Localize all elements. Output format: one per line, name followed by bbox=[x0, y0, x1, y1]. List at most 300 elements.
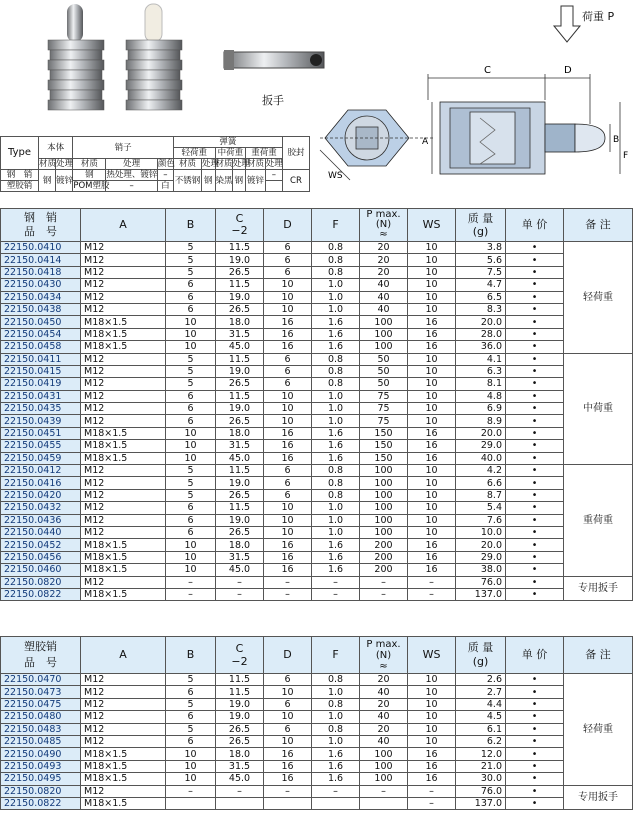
cell-A: M12 bbox=[81, 576, 166, 588]
cell-weight: 5.6 bbox=[456, 254, 506, 266]
cell-A: M18×1.5 bbox=[81, 440, 166, 452]
cell-B: 10 bbox=[166, 316, 216, 328]
cell-weight: 12.0 bbox=[456, 748, 506, 760]
cell-part-number: 22150.0454 bbox=[1, 328, 81, 340]
cell-P-max: 50 bbox=[360, 378, 408, 390]
cell-F: 0.8 bbox=[312, 489, 360, 501]
table-row bbox=[1, 254, 633, 266]
cell-C: 26.5 bbox=[216, 303, 264, 315]
table-row bbox=[1, 502, 633, 514]
cell-WS: 10 bbox=[408, 686, 456, 698]
cell-C: 11.5 bbox=[216, 686, 264, 698]
cell-part-number: 22150.0419 bbox=[1, 378, 81, 390]
cell-C: 19.0 bbox=[216, 698, 264, 710]
cell-D bbox=[264, 797, 312, 809]
cell-P-max: 100 bbox=[360, 760, 408, 772]
cell-part-number: 22150.0435 bbox=[1, 403, 81, 415]
cell-part-number: 22150.0483 bbox=[1, 723, 81, 735]
cell-B: 5 bbox=[166, 723, 216, 735]
cell-weight: 6.3 bbox=[456, 365, 506, 377]
cell-weight: 6.6 bbox=[456, 477, 506, 489]
cell-A: M12 bbox=[81, 403, 166, 415]
cell-A: M12 bbox=[81, 390, 166, 402]
table-row bbox=[1, 526, 633, 538]
plastic-h-note: 备 注 bbox=[564, 637, 633, 674]
cell-WS: 10 bbox=[408, 291, 456, 303]
cell-WS: 10 bbox=[408, 514, 456, 526]
cell-D: 16 bbox=[264, 748, 312, 760]
cell-weight: 3.8 bbox=[456, 242, 506, 254]
table-row bbox=[1, 686, 633, 698]
cell-price: • bbox=[506, 341, 564, 353]
cell-B: 5 bbox=[166, 674, 216, 686]
cell-part-number: 22150.0820 bbox=[1, 785, 81, 797]
cell-A: M18×1.5 bbox=[81, 797, 166, 809]
cell-A: M12 bbox=[81, 266, 166, 278]
plastic-h-weight: 质 量 (g) bbox=[456, 637, 506, 674]
cell-D: 10 bbox=[264, 291, 312, 303]
cell-price: • bbox=[506, 588, 564, 600]
spec-pin1-mat: 钢 bbox=[73, 170, 106, 181]
cell-B: 5 bbox=[166, 353, 216, 365]
cell-WS: 10 bbox=[408, 365, 456, 377]
cell-A: M18×1.5 bbox=[81, 452, 166, 464]
cell-part-number: 22150.0416 bbox=[1, 477, 81, 489]
cell-P-max: 100 bbox=[360, 316, 408, 328]
cell-WS: 10 bbox=[408, 735, 456, 747]
cell-part-number: 22150.0493 bbox=[1, 760, 81, 772]
cell-A: M12 bbox=[81, 489, 166, 501]
cell-part-number: 22150.0460 bbox=[1, 564, 81, 576]
cell-A: M12 bbox=[81, 465, 166, 477]
cell-weight: 38.0 bbox=[456, 564, 506, 576]
cell-P-max: 20 bbox=[360, 698, 408, 710]
cell-WS: 16 bbox=[408, 440, 456, 452]
cell-WS: 10 bbox=[408, 489, 456, 501]
cell-B: 5 bbox=[166, 242, 216, 254]
cell-price: • bbox=[506, 242, 564, 254]
cell-B: 6 bbox=[166, 415, 216, 427]
cell-price: • bbox=[506, 773, 564, 785]
cell-C: – bbox=[216, 588, 264, 600]
cell-F: 1.0 bbox=[312, 403, 360, 415]
table-row bbox=[1, 403, 633, 415]
cell-C: 11.5 bbox=[216, 674, 264, 686]
cell-F: 1.6 bbox=[312, 341, 360, 353]
cell-part-number: 22150.0440 bbox=[1, 526, 81, 538]
cell-price: • bbox=[506, 686, 564, 698]
cell-part-number: 22150.0475 bbox=[1, 698, 81, 710]
cell-D: 10 bbox=[264, 735, 312, 747]
cell-WS: 10 bbox=[408, 403, 456, 415]
cell-P-max: – bbox=[360, 576, 408, 588]
cell-price: • bbox=[506, 403, 564, 415]
cell-WS: 16 bbox=[408, 316, 456, 328]
cell-WS: 16 bbox=[408, 564, 456, 576]
cell-part-number: 22150.0450 bbox=[1, 316, 81, 328]
dim-C-label: C bbox=[484, 65, 491, 76]
cell-D: 6 bbox=[264, 489, 312, 501]
cell-A: M18×1.5 bbox=[81, 328, 166, 340]
cell-C: 11.5 bbox=[216, 279, 264, 291]
table-row bbox=[1, 735, 633, 747]
note-cell: 重荷重 bbox=[564, 465, 633, 577]
cell-WS: 10 bbox=[408, 390, 456, 402]
technical-drawing bbox=[320, 60, 639, 210]
cell-price: • bbox=[506, 539, 564, 551]
cell-B: 10 bbox=[166, 551, 216, 563]
cell-F: 0.8 bbox=[312, 477, 360, 489]
dim-B-label: B bbox=[613, 135, 620, 145]
plastic-table-body bbox=[1, 674, 633, 810]
cell-WS: 16 bbox=[408, 427, 456, 439]
cell-C: 19.0 bbox=[216, 514, 264, 526]
cell-WS: 10 bbox=[408, 378, 456, 390]
cell-C bbox=[216, 797, 264, 809]
wrench-label: 扳手 bbox=[262, 94, 284, 107]
cell-D: 10 bbox=[264, 526, 312, 538]
spec-seal: CR bbox=[282, 170, 309, 192]
spec-s2-treat: 钢 bbox=[232, 170, 245, 192]
cell-D: 16 bbox=[264, 341, 312, 353]
cell-P-max: 40 bbox=[360, 711, 408, 723]
spec-pin1-color: – bbox=[157, 170, 173, 181]
cell-P-max bbox=[360, 797, 408, 809]
table-row bbox=[1, 415, 633, 427]
cell-C: 19.0 bbox=[216, 291, 264, 303]
table-row bbox=[1, 588, 633, 600]
cell-part-number: 22150.0473 bbox=[1, 686, 81, 698]
cell-F: 1.0 bbox=[312, 686, 360, 698]
cell-F: 0.8 bbox=[312, 254, 360, 266]
cell-price: • bbox=[506, 279, 564, 291]
cell-D: 16 bbox=[264, 539, 312, 551]
cell-part-number: 22150.0412 bbox=[1, 465, 81, 477]
cell-weight: 29.0 bbox=[456, 440, 506, 452]
table-row bbox=[1, 674, 633, 686]
cell-D: 10 bbox=[264, 303, 312, 315]
plastic-h-WS: WS bbox=[408, 637, 456, 674]
cell-D: 6 bbox=[264, 353, 312, 365]
cell-part-number: 22150.0452 bbox=[1, 539, 81, 551]
cell-D: – bbox=[264, 576, 312, 588]
cell-D: – bbox=[264, 785, 312, 797]
note-cell: 专用扳手 bbox=[564, 785, 633, 810]
cell-C: 31.5 bbox=[216, 551, 264, 563]
cell-weight: 4.8 bbox=[456, 390, 506, 402]
cell-price: • bbox=[506, 415, 564, 427]
cell-F: 0.8 bbox=[312, 723, 360, 735]
cell-part-number: 22150.0451 bbox=[1, 427, 81, 439]
spec-h-mid: 中荷重 bbox=[215, 148, 246, 159]
cell-P-max: 100 bbox=[360, 748, 408, 760]
cell-WS: 10 bbox=[408, 415, 456, 427]
cell-part-number: 22150.0414 bbox=[1, 254, 81, 266]
table-row bbox=[1, 452, 633, 464]
cell-WS: 16 bbox=[408, 341, 456, 353]
table-row bbox=[1, 551, 633, 563]
cell-weight: 20.0 bbox=[456, 427, 506, 439]
cell-weight: 5.4 bbox=[456, 502, 506, 514]
load-label: 荷重 P bbox=[582, 10, 615, 23]
cell-C: 18.0 bbox=[216, 748, 264, 760]
cell-F: 1.0 bbox=[312, 711, 360, 723]
cell-C: 45.0 bbox=[216, 773, 264, 785]
cell-part-number: 22150.0495 bbox=[1, 773, 81, 785]
cell-part-number: 22150.0480 bbox=[1, 711, 81, 723]
cell-WS: 10 bbox=[408, 254, 456, 266]
cell-weight: 40.0 bbox=[456, 452, 506, 464]
cell-P-max: 50 bbox=[360, 365, 408, 377]
cell-B: 5 bbox=[166, 266, 216, 278]
steel-h-weight: 质 量 (g) bbox=[456, 209, 506, 242]
cell-weight: 21.0 bbox=[456, 760, 506, 772]
cell-part-number: 22150.0434 bbox=[1, 291, 81, 303]
spec-s1-treat: 钢 bbox=[202, 170, 215, 192]
cell-C: 18.0 bbox=[216, 539, 264, 551]
cell-weight: 2.7 bbox=[456, 686, 506, 698]
cell-A: M12 bbox=[81, 303, 166, 315]
spec-h-pin-material: 材质 bbox=[73, 159, 106, 170]
cell-D: 10 bbox=[264, 711, 312, 723]
cell-D: 10 bbox=[264, 502, 312, 514]
table-row bbox=[1, 341, 633, 353]
table-row bbox=[1, 328, 633, 340]
plastic-pin-table bbox=[0, 636, 633, 810]
cell-A: M18×1.5 bbox=[81, 316, 166, 328]
cell-B: 5 bbox=[166, 465, 216, 477]
cell-price: • bbox=[506, 489, 564, 501]
cell-price: • bbox=[506, 735, 564, 747]
cell-B: 10 bbox=[166, 328, 216, 340]
cell-C: 31.5 bbox=[216, 440, 264, 452]
cell-weight: 36.0 bbox=[456, 341, 506, 353]
table-row bbox=[1, 279, 633, 291]
steel-pin-table bbox=[0, 208, 633, 601]
cell-P-max: 150 bbox=[360, 452, 408, 464]
plastic-h-price: 单 价 bbox=[506, 637, 564, 674]
steel-h-B: B bbox=[166, 209, 216, 242]
cell-price: • bbox=[506, 353, 564, 365]
table-row bbox=[1, 539, 633, 551]
spec-table bbox=[0, 136, 310, 192]
cell-A: M12 bbox=[81, 353, 166, 365]
cell-part-number: 22150.0459 bbox=[1, 452, 81, 464]
cell-P-max: 100 bbox=[360, 526, 408, 538]
dim-D-label: D bbox=[564, 65, 572, 76]
cell-P-max: 20 bbox=[360, 723, 408, 735]
plastic-h-pn: 塑胶销 品 号 bbox=[1, 637, 81, 674]
cell-price: • bbox=[506, 316, 564, 328]
table-row bbox=[1, 698, 633, 710]
cell-part-number: 22150.0432 bbox=[1, 502, 81, 514]
product-photo-steel-pin bbox=[38, 2, 116, 114]
cell-B: 6 bbox=[166, 403, 216, 415]
cell-C: 11.5 bbox=[216, 390, 264, 402]
spec-s2-mat: 染黑 bbox=[215, 170, 232, 192]
cell-part-number: 22150.0418 bbox=[1, 266, 81, 278]
cell-C: 11.5 bbox=[216, 242, 264, 254]
cell-B: 6 bbox=[166, 686, 216, 698]
cell-price: • bbox=[506, 365, 564, 377]
cell-A: M12 bbox=[81, 365, 166, 377]
cell-P-max: 100 bbox=[360, 477, 408, 489]
spec-pin2-mat: POM塑胶 bbox=[73, 181, 110, 191]
cell-weight: 28.0 bbox=[456, 328, 506, 340]
table-row bbox=[1, 378, 633, 390]
cell-D: 6 bbox=[264, 477, 312, 489]
cell-WS: 10 bbox=[408, 242, 456, 254]
cell-F: 0.8 bbox=[312, 353, 360, 365]
cell-weight: 4.2 bbox=[456, 465, 506, 477]
steel-table-body bbox=[1, 242, 633, 601]
cell-D: 6 bbox=[264, 378, 312, 390]
cell-D: 10 bbox=[264, 514, 312, 526]
cell-C: 18.0 bbox=[216, 427, 264, 439]
cell-weight: 6.2 bbox=[456, 735, 506, 747]
cell-WS: 10 bbox=[408, 526, 456, 538]
cell-P-max: 100 bbox=[360, 489, 408, 501]
spec-h-sm2: 材质 bbox=[215, 159, 233, 169]
spec-h-pin: 销子 bbox=[73, 137, 174, 159]
table-row bbox=[1, 723, 633, 735]
spec-pin1-treat: 热处理、镀锌 bbox=[106, 170, 158, 180]
plastic-h-P: P max. (N) ≈ bbox=[360, 637, 408, 674]
cell-F: 1.6 bbox=[312, 773, 360, 785]
steel-h-price: 单 价 bbox=[506, 209, 564, 242]
cell-A: M12 bbox=[81, 291, 166, 303]
cell-WS: 10 bbox=[408, 711, 456, 723]
cell-weight: 76.0 bbox=[456, 576, 506, 588]
cell-B: 5 bbox=[166, 698, 216, 710]
cell-P-max: 40 bbox=[360, 291, 408, 303]
cell-P-max: 100 bbox=[360, 328, 408, 340]
cell-part-number: 22150.0436 bbox=[1, 514, 81, 526]
cell-C: 26.5 bbox=[216, 489, 264, 501]
cell-F: 1.6 bbox=[312, 539, 360, 551]
cell-A: M12 bbox=[81, 674, 166, 686]
cell-B: 6 bbox=[166, 526, 216, 538]
spec-s3-mat: 镀锌 bbox=[246, 170, 266, 192]
cell-P-max: 75 bbox=[360, 403, 408, 415]
cell-A: M12 bbox=[81, 514, 166, 526]
cell-P-max: 100 bbox=[360, 514, 408, 526]
cell-WS: 10 bbox=[408, 303, 456, 315]
cell-price: • bbox=[506, 303, 564, 315]
table-row bbox=[1, 797, 633, 809]
cell-B: 10 bbox=[166, 341, 216, 353]
cell-P-max: 200 bbox=[360, 539, 408, 551]
cell-F: 1.0 bbox=[312, 415, 360, 427]
cell-WS: – bbox=[408, 797, 456, 809]
cell-WS: 10 bbox=[408, 266, 456, 278]
cell-C: 11.5 bbox=[216, 502, 264, 514]
cell-F: 0.8 bbox=[312, 465, 360, 477]
cell-part-number: 22150.0411 bbox=[1, 353, 81, 365]
cell-B: – bbox=[166, 588, 216, 600]
cell-A: M12 bbox=[81, 711, 166, 723]
cell-P-max: 40 bbox=[360, 686, 408, 698]
cell-weight: 30.0 bbox=[456, 773, 506, 785]
cell-WS: 10 bbox=[408, 465, 456, 477]
dim-A-label: A bbox=[422, 137, 429, 147]
cell-C: 45.0 bbox=[216, 452, 264, 464]
cell-price: • bbox=[506, 526, 564, 538]
cell-F: 1.6 bbox=[312, 328, 360, 340]
cell-A: M18×1.5 bbox=[81, 773, 166, 785]
cell-A: M12 bbox=[81, 526, 166, 538]
cell-F: 1.6 bbox=[312, 748, 360, 760]
note-cell: 中荷重 bbox=[564, 353, 633, 465]
cell-P-max: 100 bbox=[360, 465, 408, 477]
cell-C: 26.5 bbox=[216, 735, 264, 747]
cell-F: 1.0 bbox=[312, 735, 360, 747]
cell-part-number: 22150.0410 bbox=[1, 242, 81, 254]
cell-A: M18×1.5 bbox=[81, 341, 166, 353]
cell-D: 16 bbox=[264, 328, 312, 340]
table-row bbox=[1, 711, 633, 723]
cell-price: • bbox=[506, 291, 564, 303]
cell-F: 1.6 bbox=[312, 760, 360, 772]
table-row bbox=[1, 785, 633, 797]
cell-part-number: 22150.0439 bbox=[1, 415, 81, 427]
cell-A: M12 bbox=[81, 723, 166, 735]
cell-weight: 76.0 bbox=[456, 785, 506, 797]
cell-weight: 4.1 bbox=[456, 353, 506, 365]
plastic-h-D: D bbox=[264, 637, 312, 674]
cell-price: • bbox=[506, 698, 564, 710]
spec-h-light: 轻荷重 bbox=[173, 148, 215, 159]
cell-price: • bbox=[506, 674, 564, 686]
spec-h-spring: 弹簧 bbox=[173, 137, 282, 148]
spec-h-seal: 胶封 bbox=[282, 137, 309, 170]
cell-WS: 16 bbox=[408, 539, 456, 551]
cell-F: 1.6 bbox=[312, 564, 360, 576]
plastic-h-F: F bbox=[312, 637, 360, 674]
cell-weight: 29.0 bbox=[456, 551, 506, 563]
cell-F: 0.8 bbox=[312, 698, 360, 710]
cell-weight: 20.0 bbox=[456, 539, 506, 551]
cell-WS: 16 bbox=[408, 551, 456, 563]
cell-B: 5 bbox=[166, 477, 216, 489]
cell-D: 6 bbox=[264, 723, 312, 735]
cell-P-max: 100 bbox=[360, 773, 408, 785]
cell-D: 10 bbox=[264, 390, 312, 402]
cell-F: 1.0 bbox=[312, 526, 360, 538]
cell-C: 19.0 bbox=[216, 711, 264, 723]
cell-F: – bbox=[312, 588, 360, 600]
spec-body-treat: 镀锌 bbox=[56, 170, 73, 192]
cell-D: 16 bbox=[264, 773, 312, 785]
cell-C: 45.0 bbox=[216, 564, 264, 576]
cell-B: 10 bbox=[166, 760, 216, 772]
cell-F: 1.6 bbox=[312, 452, 360, 464]
table-row bbox=[1, 316, 633, 328]
cell-part-number: 22150.0822 bbox=[1, 797, 81, 809]
cell-weight: 137.0 bbox=[456, 588, 506, 600]
cell-P-max: – bbox=[360, 785, 408, 797]
spec-h-st2: 处理 bbox=[232, 159, 250, 169]
cell-D: 6 bbox=[264, 254, 312, 266]
note-cell: 轻荷重 bbox=[564, 674, 633, 786]
cell-A: M12 bbox=[81, 686, 166, 698]
cell-part-number: 22150.0458 bbox=[1, 341, 81, 353]
cell-price: • bbox=[506, 378, 564, 390]
cell-A: M18×1.5 bbox=[81, 539, 166, 551]
cell-WS: 10 bbox=[408, 353, 456, 365]
cell-part-number: 22150.0431 bbox=[1, 390, 81, 402]
cell-price: • bbox=[506, 514, 564, 526]
